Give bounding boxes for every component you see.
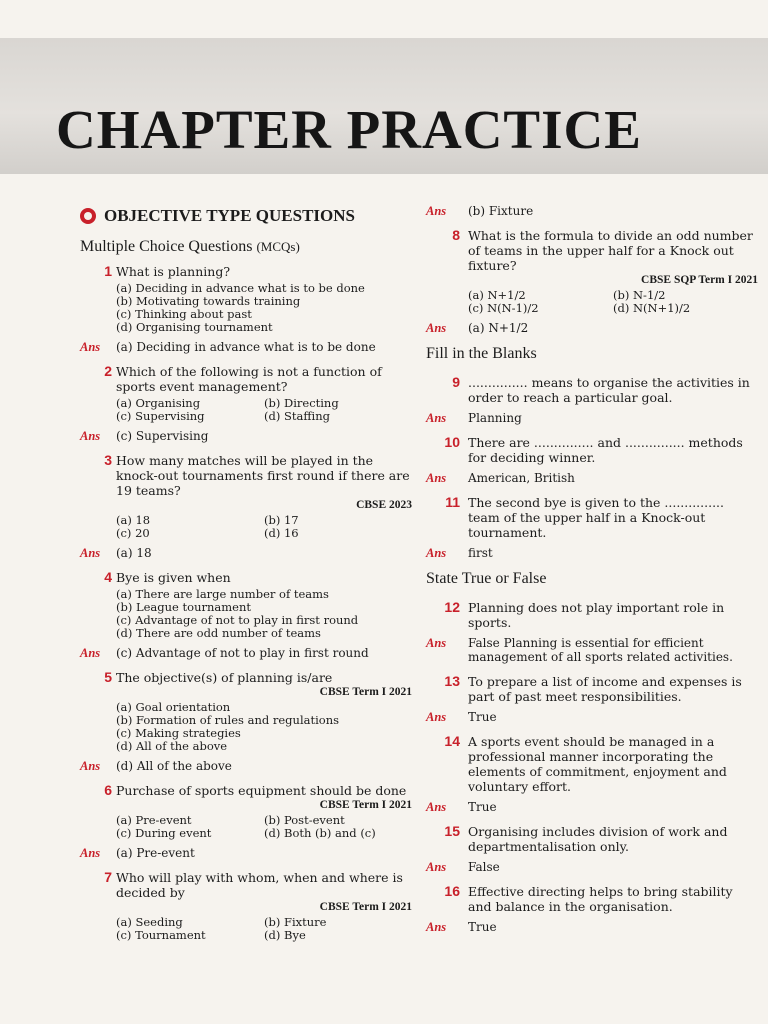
- answer-text: False Planning is essential for efficient management of all sports related activities.: [468, 636, 733, 664]
- answer-label: Ans: [426, 800, 447, 814]
- answer-16: [426, 920, 758, 934]
- option-list: [116, 397, 412, 423]
- option: (b) League tournament: [116, 600, 251, 614]
- question-text: Purchase of sports equipment should be done: [116, 783, 407, 798]
- question-number: 5: [104, 669, 112, 685]
- true-false-heading: State True or False: [426, 570, 547, 587]
- question-source: CBSE Term I 2021: [319, 686, 412, 698]
- answer-14: [426, 800, 758, 814]
- question-number: 11: [445, 494, 460, 510]
- question-number: 14: [444, 733, 460, 749]
- option: (a) Goal orientation: [116, 700, 231, 714]
- answer-text: (c) Advantage of not to play in first round: [116, 646, 369, 660]
- question-text: Planning does not play important role in sports.: [468, 600, 725, 630]
- answer-label: Ans: [426, 710, 447, 724]
- answer-text: first: [468, 546, 493, 560]
- question-number: 13: [444, 673, 460, 689]
- answer-9: [426, 411, 758, 425]
- option: (b) N-1/2: [613, 288, 666, 302]
- option: (c) Thinking about past: [116, 307, 252, 321]
- answer-text: True: [468, 920, 497, 934]
- question-10: [426, 435, 758, 465]
- answer-label: Ans: [80, 759, 101, 773]
- question-6: [80, 783, 412, 840]
- answer-label: Ans: [426, 860, 447, 874]
- question-number: 16: [444, 883, 460, 899]
- answer-text: (c) Supervising: [116, 429, 209, 443]
- option-list: [116, 514, 412, 540]
- answer-text: (a) N+1/2: [468, 321, 529, 335]
- option: (d) Bye: [264, 928, 306, 942]
- option: (a) There are large number of teams: [116, 587, 329, 601]
- question-text: Which of the following is not a function of sports event management?: [116, 364, 382, 394]
- answer-1: [80, 340, 412, 354]
- question-text: What is planning?: [116, 264, 231, 279]
- answer-label: Ans: [426, 471, 447, 485]
- question-source: CBSE Term I 2021: [319, 799, 412, 811]
- answer-10: [426, 471, 758, 485]
- option: (a) N+1/2: [468, 288, 526, 302]
- question-4: [80, 570, 412, 640]
- answer-label: Ans: [80, 429, 101, 443]
- question-text: How many matches will be played in the knock-out tournaments first round if there are 19 teams?: [116, 453, 410, 498]
- option: (a) Organising: [116, 396, 201, 410]
- question-text: ............... means to organise the activities in order to reach a particular goal.: [468, 375, 750, 405]
- answer-8: [426, 321, 758, 335]
- question-7: [80, 870, 412, 942]
- question-number: 2: [104, 363, 112, 379]
- option: (d) 16: [264, 526, 299, 540]
- question-text: The objective(s) of planning is/are: [116, 670, 333, 685]
- option: (c) Tournament: [116, 928, 206, 942]
- fill-blanks-list: [426, 375, 758, 560]
- answer-text: True: [468, 710, 497, 724]
- question-text: Effective directing helps to bring stability and balance in the organisation.: [468, 884, 733, 914]
- option-list: [116, 814, 412, 840]
- option: (c) Supervising: [116, 409, 205, 423]
- option: (b) Fixture: [264, 915, 327, 929]
- option: (d) All of the above: [116, 739, 228, 753]
- page-title: CHAPTER PRACTICE: [56, 99, 642, 160]
- left-column: [80, 200, 412, 948]
- option: (b) Post-event: [264, 813, 345, 827]
- question-text: What is the formula to divide an odd number of teams in the upper half for a Knock out fixture?: [468, 228, 753, 273]
- question-text: Organising includes division of work and departmentalisation only.: [468, 824, 728, 854]
- option: (d) Both (b) and (c): [264, 826, 376, 840]
- option: (a) Deciding in advance what is to be done: [116, 281, 365, 295]
- option: (c) 20: [116, 526, 150, 540]
- question-2: [80, 364, 412, 423]
- question-13: [426, 674, 758, 704]
- option: (b) 17: [264, 513, 299, 527]
- option: (b) Formation of rules and regulations: [116, 713, 340, 727]
- question-source: CBSE 2023: [356, 499, 412, 511]
- question-number: 8: [452, 227, 460, 243]
- mcq-heading: Multiple Choice Questions (MCQs): [80, 238, 300, 255]
- question-9: [426, 375, 758, 405]
- option: (c) Making strategies: [116, 726, 241, 740]
- fill-blanks-heading: Fill in the Blanks: [426, 345, 537, 362]
- section-bullet-icon: [80, 208, 96, 224]
- section-heading: OBJECTIVE TYPE QUESTIONS: [80, 206, 412, 226]
- mcq-list: [80, 264, 412, 942]
- option-list: [468, 289, 758, 315]
- answer-4: [80, 646, 412, 660]
- option-list: [116, 588, 412, 640]
- option-list: [116, 282, 412, 334]
- answer-label: Ans: [80, 340, 101, 354]
- answer-5: [80, 759, 412, 773]
- question-14: [426, 734, 758, 794]
- true-false-list: [426, 600, 758, 934]
- answer-3: [80, 546, 412, 560]
- question-text: To prepare a list of income and expenses is part of past meet responsibilities.: [468, 674, 742, 704]
- answer-label: Ans: [426, 546, 447, 560]
- answer-text: (a) Deciding in advance what is to be done: [116, 340, 376, 354]
- option: (c) N(N-1)/2: [468, 301, 539, 315]
- question-number: 15: [444, 823, 460, 839]
- answer-label: Ans: [426, 321, 447, 335]
- answer-text: (d) All of the above: [116, 759, 232, 773]
- question-number: 7: [104, 869, 112, 885]
- option: (a) Pre-event: [116, 813, 192, 827]
- question-source: CBSE Term I 2021: [319, 901, 412, 913]
- question-source: CBSE SQP Term I 2021: [641, 274, 758, 286]
- answer-text: (a) 18: [116, 546, 152, 560]
- answer-text: (a) Pre-event: [116, 846, 195, 860]
- question-number: 12: [444, 599, 460, 615]
- question-number: 9: [452, 374, 460, 390]
- question-text: Bye is given when: [116, 570, 231, 585]
- question-5: [80, 670, 412, 753]
- question-text: A sports event should be managed in a professional manner incorporating the elements of commitment, enjoyment and voluntary effort.: [468, 734, 727, 794]
- question-number: 1: [104, 263, 112, 279]
- answer-12: [426, 636, 758, 664]
- answer-11: [426, 546, 758, 560]
- question-1: [80, 264, 412, 334]
- option: (d) N(N+1)/2: [613, 301, 691, 315]
- question-16: [426, 884, 758, 914]
- answer-text: False: [468, 860, 500, 874]
- question-12: [426, 600, 758, 630]
- answer-label: Ans: [80, 846, 101, 860]
- answer-text: American, British: [468, 471, 575, 485]
- question-15: [426, 824, 758, 854]
- answer-label: Ans: [80, 546, 101, 560]
- answer-label: Ans: [80, 646, 101, 660]
- answer-q7: Ans (b) Fixture: [426, 204, 534, 218]
- option: (b) Motivating towards training: [116, 294, 301, 308]
- option: (d) Organising tournament: [116, 320, 273, 334]
- option: (d) Staffing: [264, 409, 330, 423]
- answer-label: Ans: [426, 411, 447, 425]
- question-number: 4: [104, 569, 112, 585]
- option: (a) 18: [116, 513, 151, 527]
- question-text: There are ............... and ............... methods for deciding winner.: [468, 435, 743, 465]
- question-3: [80, 453, 412, 540]
- question-11: [426, 495, 758, 540]
- answer-label: Ans: [426, 920, 447, 934]
- question-text: The second bye is given to the ............... team of the upper half in a Knock-out tournament.: [468, 495, 724, 540]
- answer-6: [80, 846, 412, 860]
- answer-text: Planning: [468, 411, 522, 425]
- right-column: [426, 200, 758, 944]
- mcq-question-8: [426, 228, 758, 335]
- answer-text: True: [468, 800, 497, 814]
- option: (b) Directing: [264, 396, 339, 410]
- answer-13: [426, 710, 758, 724]
- option-list: [116, 701, 412, 753]
- answer-label: Ans: [426, 636, 447, 650]
- option: (c) Advantage of not to play in first round: [116, 613, 359, 627]
- option: (a) Seeding: [116, 915, 183, 929]
- option-list: [116, 916, 412, 942]
- question-8: [426, 228, 758, 315]
- question-number: 3: [104, 452, 112, 468]
- answer-15: [426, 860, 758, 874]
- question-number: 10: [444, 434, 460, 450]
- option: (c) During event: [116, 826, 212, 840]
- option: (d) There are odd number of teams: [116, 626, 321, 640]
- answer-2: [80, 429, 412, 443]
- question-text: Who will play with whom, when and where is decided by: [116, 870, 403, 900]
- question-number: 6: [104, 782, 112, 798]
